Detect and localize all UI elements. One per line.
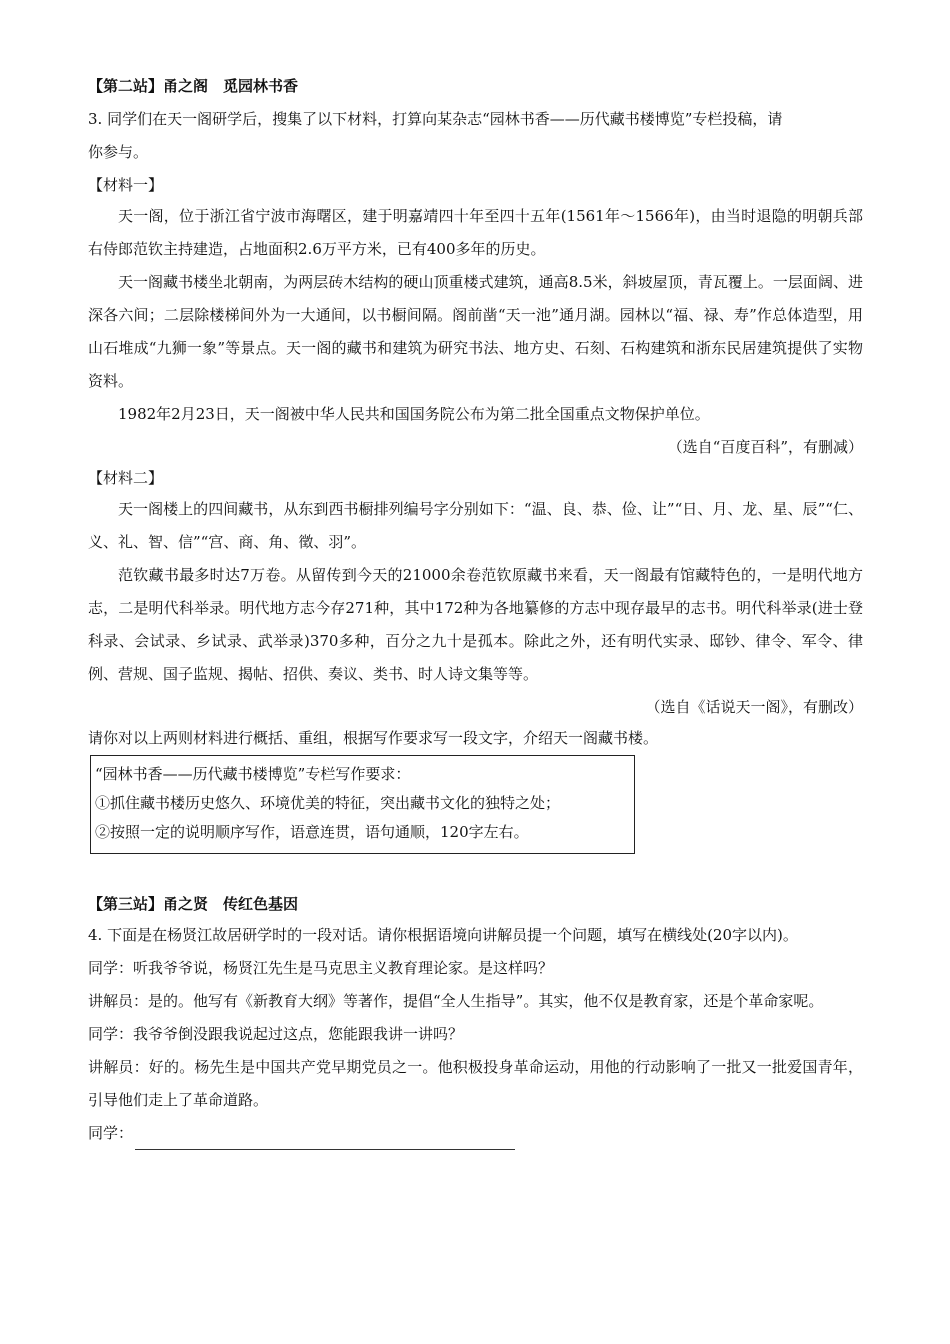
dialogue-student-1: 同学：听我爷爷说，杨贤江先生是马克思主义教育理论家。是这样吗？: [88, 959, 554, 977]
answer-blank[interactable]: [135, 1131, 515, 1150]
dialogue-guide-1: 讲解员：是的。他写有《新教育大纲》等著作，提倡“全人生指导”。其实，他不仅是教育家，还是个革命家呢。: [88, 992, 824, 1010]
material1-source: （选自“百度百科”，有删减）: [667, 438, 863, 456]
station3-heading: 【第三站】甬之贤 传红色基因: [88, 895, 299, 913]
material1-paragraph3: 1982年2月23日，天一阁被中华人民共和国国务院公布为第二批全国重点文物保护单位。: [118, 405, 710, 423]
dialogue-guide-2: 讲解员：好的。杨先生是中国共产党早期党员之一。他积极投身革命运动，用他的行动影响了一批又一批爱国青年，引导他们走上了革命道路。: [88, 1058, 863, 1109]
station2-heading: 【第二站】甬之阁 觅园林书香: [88, 77, 299, 95]
dialogue-student-answer: [88, 1117, 863, 1150]
writing-requirements-box: [90, 755, 635, 854]
dialogue-student-2: 同学：我爷爷倒没跟我说起过这点，您能跟我讲一讲吗？: [88, 1025, 464, 1043]
requirement-2: ②按照一定的说明顺序写作，语意连贯，语句通顺，120字左右。: [95, 823, 529, 841]
question4: 4. 下面是在杨贤江故居研学时的一段对话。请你根据语境向讲解员提一个问题，填写在横线处(20字以内)。: [88, 926, 798, 944]
writing-instruction: 请你对以上两则材料进行概括、重组，根据写作要求写一段文字，介绍天一阁藏书楼。: [88, 729, 659, 747]
material2-paragraph2: 范钦藏书最多时达7万卷。从留传到今天的21000余卷范钦原藏书来看，天一阁最有馆藏特色的，一是明代地方志，二是明代科举录。明代地方志今存271种，其中172种为各地纂修的方志中现存最早的志书。明代科举录(进士登科录、会试录、乡试录、武举录)370多种，百分之九十是孤本。除此之外，还有明代实录、邸钞、律令、军令、律例、营规、国子监规、揭帖、招供、奏议、类书、时人诗文集等等。: [88, 566, 863, 683]
material2-label: 【材料二】: [88, 469, 164, 487]
material1-paragraph1: 天一阁，位于浙江省宁波市海曙区，建于明嘉靖四十年至四十五年(1561年～1566年)，由当时退隐的明朝兵部右侍郎范钦主持建造，占地面积2.6万平方米，已有400多年的历史。: [88, 207, 863, 258]
material2-paragraph1: 天一阁楼上的四间藏书，从东到西书橱排列编号字分别如下：“温、良、恭、俭、让”“日、月、龙、星、辰”“仁、义、礼、智、信”“宫、商、角、徵、羽”。: [88, 500, 863, 551]
requirements-title: “园林书香——历代藏书楼博览”专栏写作要求：: [95, 765, 411, 783]
material2-source: （选自《话说天一阁》，有删改）: [645, 698, 863, 716]
question3-line1: 3. 同学们在天一阁研学后，搜集了以下材料，打算向某杂志“园林书香——历代藏书楼博览”专栏投稿，请: [88, 110, 783, 128]
answer-label: 同学：: [88, 1124, 134, 1142]
material1-paragraph2: 天一阁藏书楼坐北朝南，为两层砖木结构的硬山顶重楼式建筑，通高8.5米，斜坡屋顶，青瓦覆上。一层面阔、进深各六间；二层除楼梯间外为一大通间，以书橱间隔。阁前凿“天一池”通月湖。园林以“福、禄、寿”作总体造型，用山石堆成“九狮一象”等景点。天一阁的藏书和建筑为研究书法、地方史、石刻、石构建筑和浙东民居建筑提供了实物资料。: [88, 273, 863, 390]
question3-line2: 你参与。: [88, 143, 149, 161]
requirement-1: ①抓住藏书楼历史悠久、环境优美的特征，突出藏书文化的独特之处；: [95, 794, 561, 812]
material1-label: 【材料一】: [88, 176, 164, 194]
document-page: [88, 72, 863, 1150]
